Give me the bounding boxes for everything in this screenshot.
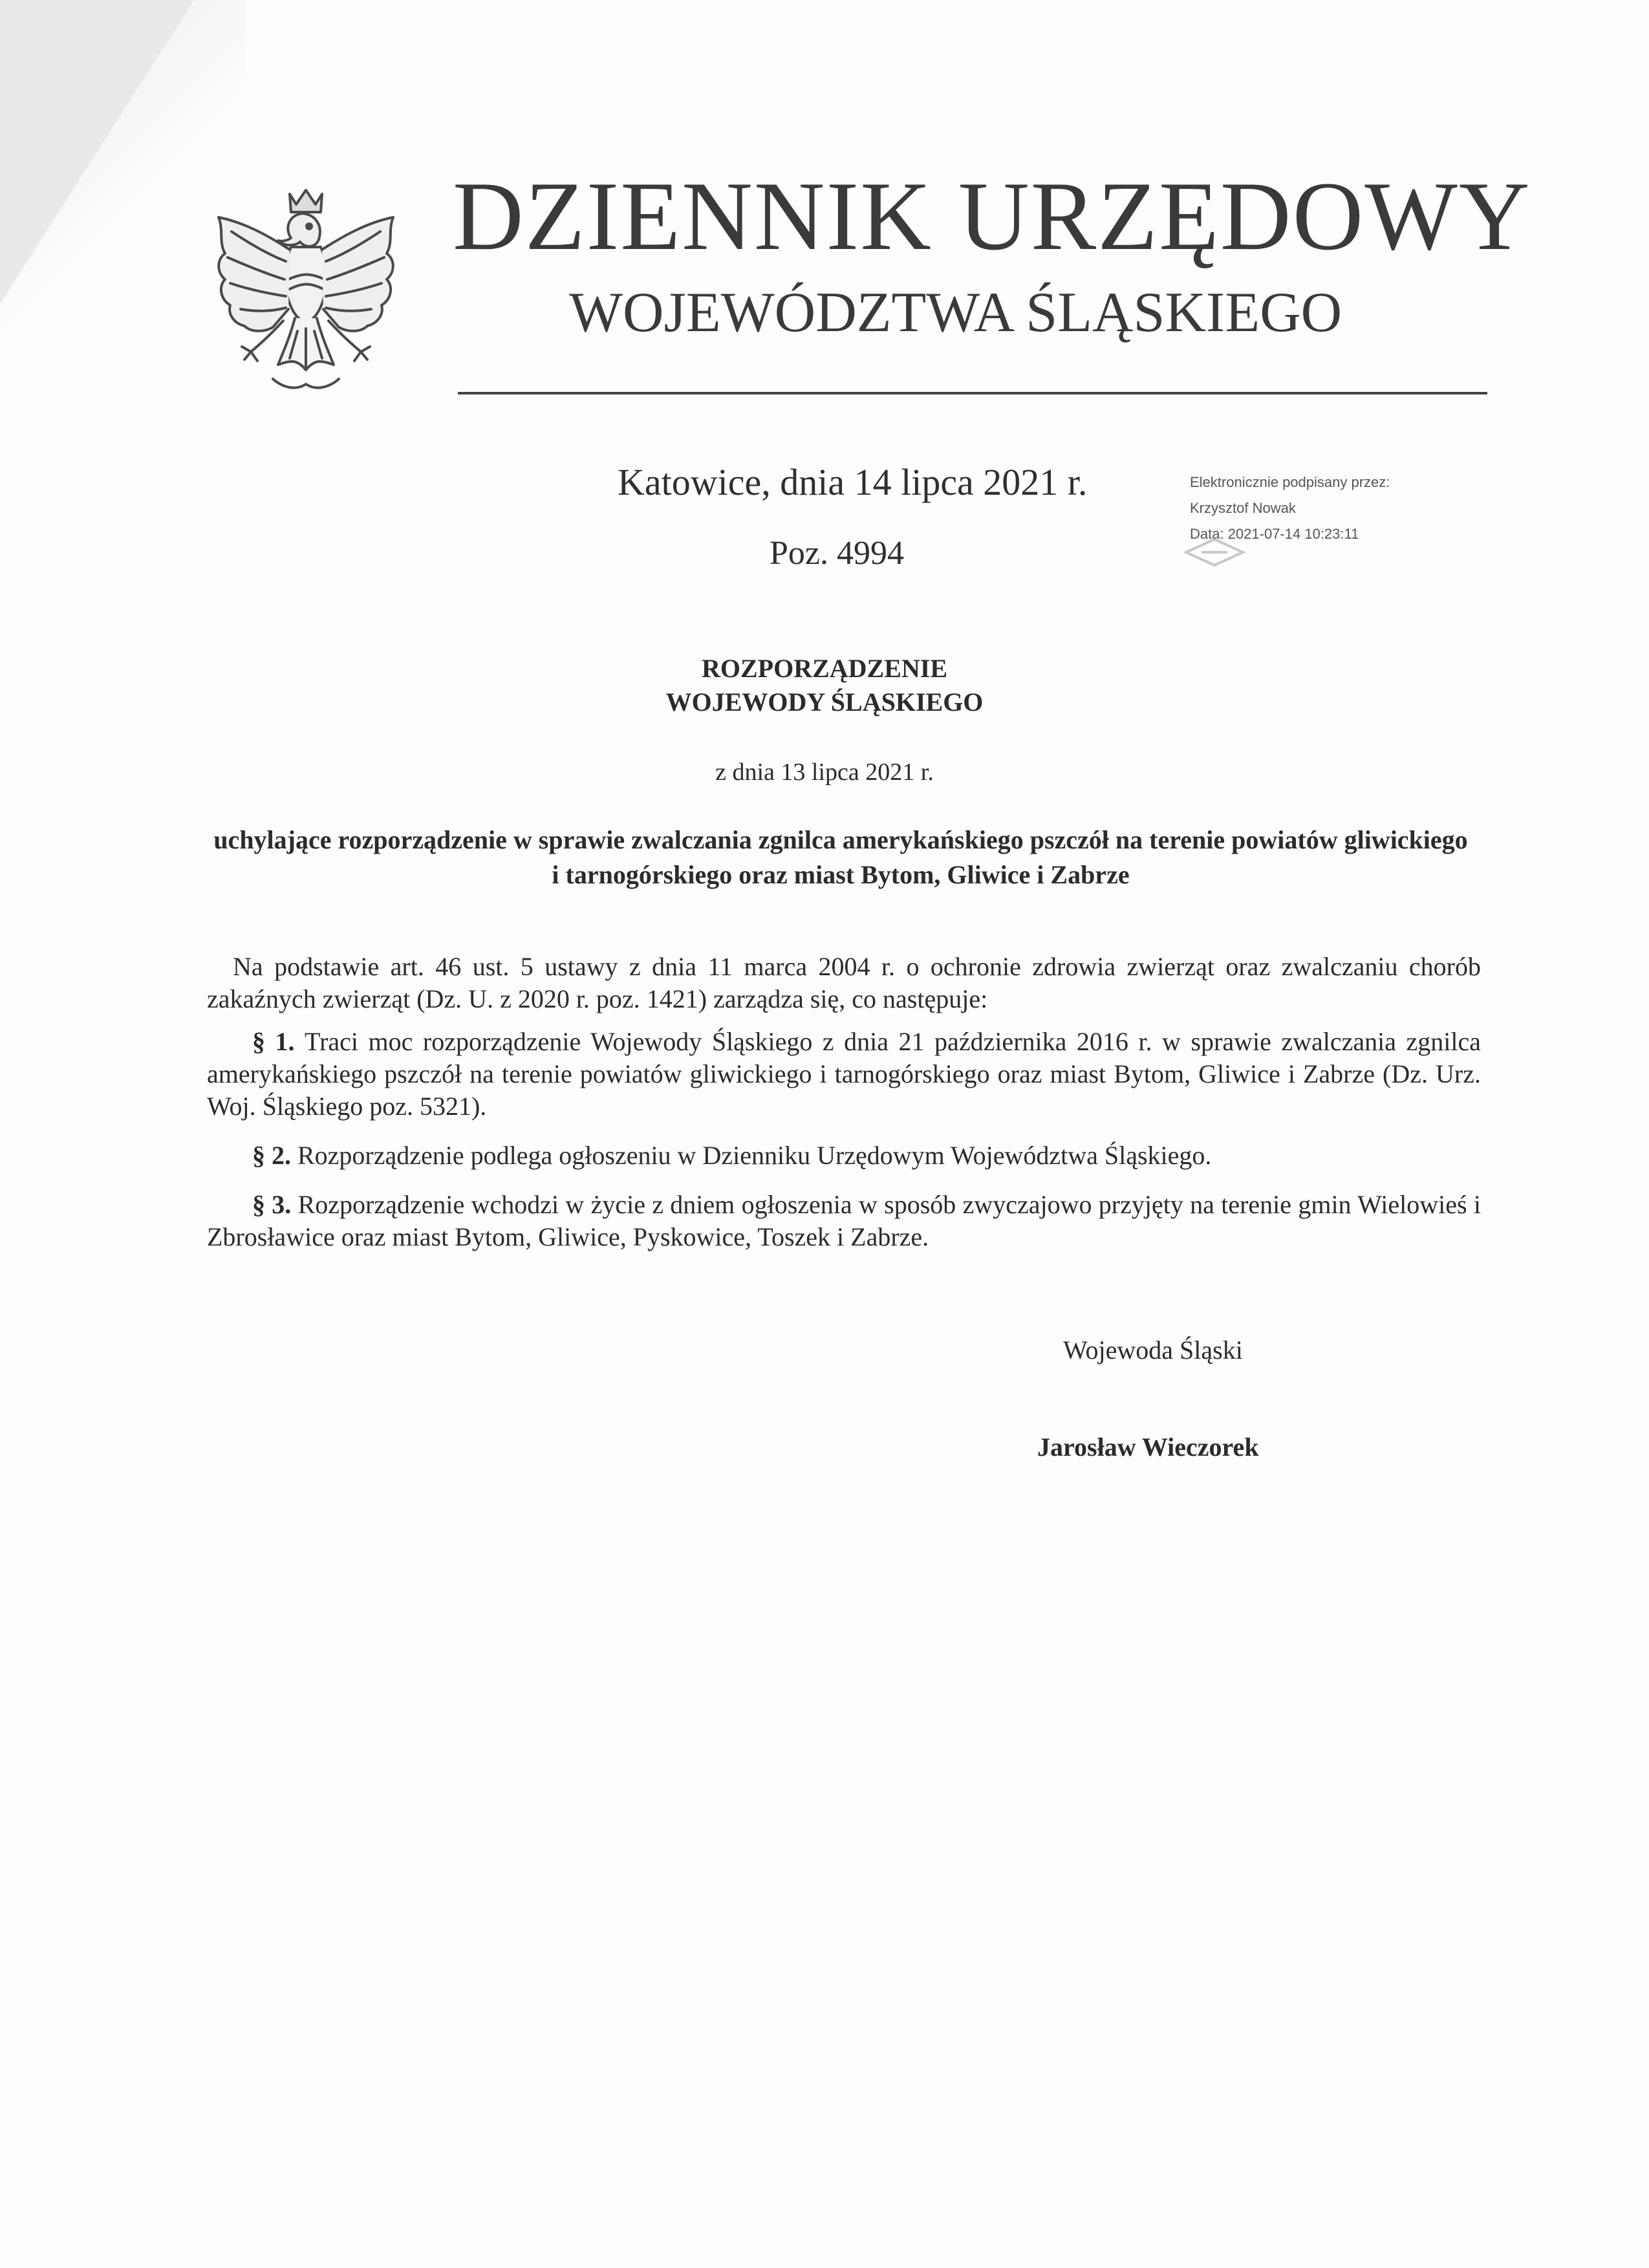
act-subject: uchylające rozporządzenie w sprawie zwalczania zgnilca amerykańskiego pszczół na terenie powiatów gliwickiego i tarnogórskiego oraz miast Bytom, Gliwice i Zabrze bbox=[213, 825, 1468, 889]
section-2-text: Rozporządzenie podlega ogłoszeniu w Dzienniku Urzędowym Województwa Śląskiego. bbox=[297, 1141, 1212, 1170]
journal-subtitle: WOJEWÓDZTWA ŚLĄSKIEGO bbox=[569, 281, 1342, 344]
position-number: Poz. 4994 bbox=[770, 535, 904, 572]
section-3-paragraph bbox=[207, 1189, 1481, 1253]
polish-eagle-emblem-icon bbox=[206, 182, 406, 402]
act-date: z dnia 13 lipca 2021 r. bbox=[715, 759, 934, 786]
section-2-paragraph bbox=[207, 1139, 1481, 1172]
e-signature-date: Data: 2021-07-14 10:23:11 bbox=[1190, 526, 1359, 542]
section-1-paragraph bbox=[207, 1026, 1481, 1123]
section-1-marker: § 1. bbox=[252, 1027, 305, 1056]
act-type-line-2: WOJEWODY ŚLĄSKIEGO bbox=[665, 687, 984, 717]
section-1-text: Traci moc rozporządzenie Wojewody Śląskiego z dnia 21 października 2016 r. w sprawie zwalczania zgnilca amerykańskiego pszczół na terenie powiatów gliwickiego i tarnogórskiego oraz miast Bytom, Gliwice i Zabrze (Dz. Urz. Woj. Śląskiego poz. 5321). bbox=[207, 1027, 1482, 1121]
section-3-marker: § 3. bbox=[252, 1190, 298, 1219]
place-and-date: Katowice, dnia 14 lipca 2021 r. bbox=[618, 461, 1088, 503]
signer-role: Wojewoda Śląski bbox=[1063, 1335, 1243, 1365]
e-signature-label: Elektronicznie podpisany przez: bbox=[1190, 474, 1390, 490]
act-type-heading bbox=[0, 652, 1649, 719]
preamble-paragraph: Na podstawie art. 46 ust. 5 ustawy z dnia 11 marca 2004 r. o ochronie zdrowia zwierząt oraz zwalczaniu chorób zakaźnych zwierząt (Dz. U. z 2020 r. poz. 1421) zarządza się, co następuje: bbox=[207, 952, 1481, 1013]
journal-title: DZIENNIK URZĘDOWY bbox=[453, 162, 1531, 270]
folded-corner bbox=[0, 0, 194, 304]
section-3-text: Rozporządzenie wchodzi w życie z dniem ogłoszenia w sposób zwyczajowo przyjęty na terenie gmin Wielowieś i Zbrosławice oraz miast Bytom, Gliwice, Pyskowice, Toszek i Zabrze. bbox=[207, 1190, 1482, 1251]
header-divider bbox=[458, 392, 1487, 394]
signer-name: Jarosław Wieczorek bbox=[1037, 1432, 1259, 1462]
electronic-signature-note bbox=[1190, 470, 1390, 547]
act-type-line-1: ROZPORZĄDZENIE bbox=[701, 654, 948, 683]
section-2-marker: § 2. bbox=[252, 1141, 297, 1170]
e-signature-signer: Krzysztof Nowak bbox=[1190, 500, 1296, 516]
